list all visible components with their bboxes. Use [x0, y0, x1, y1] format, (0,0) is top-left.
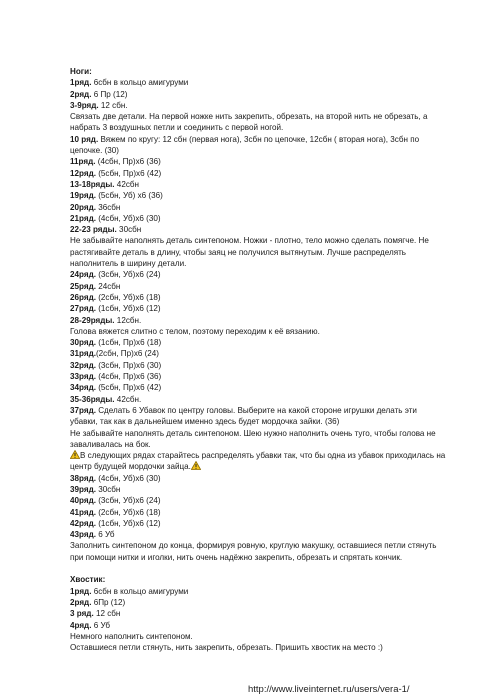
row-number: 42ряд.	[70, 518, 96, 528]
row-number: 13-18ряды.	[70, 179, 115, 189]
row-text: (4сбн, Пр)х6 (36)	[95, 372, 162, 382]
legs-heading: Ноги:	[70, 67, 92, 76]
row-text: при помощи нитки и иголки, нить очень надёжно закрепить, обрезать и спрятать кончик.	[70, 552, 403, 562]
row-text: центр будущей мордочки зайца.	[70, 462, 191, 472]
instruction-line	[70, 100, 470, 111]
row-number: 30ряд.	[70, 338, 96, 348]
row-text: (3сбн, Уб)х6 (24)	[95, 270, 161, 280]
instruction-line	[70, 428, 470, 439]
row-text: (4сбн, Пр)х6 (36)	[95, 157, 161, 167]
row-number: 21ряд.	[70, 213, 96, 223]
instruction-line	[70, 235, 470, 246]
instruction-line	[70, 642, 470, 653]
instruction-line	[70, 631, 470, 642]
row-number: 12ряд.	[70, 168, 96, 178]
row-number: 1ряд.	[70, 78, 92, 88]
row-number: 32ряд.	[70, 360, 96, 370]
warning-icon	[191, 461, 201, 470]
instruction-line	[70, 540, 470, 551]
row-number: 38ряд.	[70, 473, 96, 483]
row-number: 37ряд.	[70, 405, 96, 415]
row-text: набрать 3 воздушных петли и соединить с первой ногой.	[70, 123, 284, 133]
row-number: 41ряд.	[70, 507, 96, 517]
row-text: 12 сбн.	[98, 100, 128, 110]
row-text: Не забывайте наполнять деталь синтепоном. Шею нужно наполнить очень туго, чтобы голова не	[70, 428, 436, 438]
row-text: 12 сбн	[93, 609, 121, 619]
row-number: 27ряд.	[70, 304, 96, 314]
row-number: 43ряд.	[70, 530, 96, 540]
instruction-line	[70, 179, 470, 190]
instruction-line	[70, 495, 470, 506]
row-text: заваливалась на бок.	[70, 439, 151, 449]
instruction-line	[70, 134, 470, 145]
instruction-line	[70, 77, 470, 88]
row-number: 34ряд.	[70, 383, 96, 393]
instruction-line	[70, 168, 470, 179]
instruction-line	[70, 450, 470, 461]
row-number: 19ряд.	[70, 191, 96, 201]
row-number: 2ряд.	[70, 89, 92, 99]
row-number: 3-9ряд.	[70, 100, 99, 110]
row-number: 40ряд.	[70, 496, 96, 506]
row-number: 24ряд.	[70, 270, 96, 280]
row-text: 6Пр (12)	[91, 597, 126, 607]
row-number: 10 ряд.	[70, 134, 99, 144]
row-text: 30сбн	[116, 225, 142, 235]
tail-instructions	[70, 586, 470, 654]
footer-url[interactable]: http://www.liveinternet.ru/users/vera-1/	[248, 684, 410, 695]
instruction-line	[70, 213, 470, 224]
row-text: 6сбн в кольцо амигуруми	[91, 78, 189, 88]
legs-instructions	[70, 77, 470, 563]
instruction-line	[70, 122, 470, 133]
row-text: 6 Уб	[95, 530, 115, 540]
tail-heading: Хвостик:	[70, 575, 106, 585]
row-text: (3сбн, Пр)х6 (30)	[95, 360, 162, 370]
instruction-line	[70, 292, 470, 303]
row-text: Голова вяжется слитно с телом, поэтому переходим к её вязанию.	[70, 326, 320, 336]
row-text: 12сбн.	[114, 315, 142, 325]
row-text: 42сбн	[114, 179, 139, 189]
instruction-line	[70, 258, 470, 269]
instruction-line	[70, 190, 470, 201]
row-text: наполнитель в ширину детали.	[70, 259, 187, 269]
instruction-line	[70, 518, 470, 529]
row-text: растягивайте деталь в длину, чтобы заяц не получился вытянутым. Лучше распределять	[70, 247, 406, 257]
row-text: (2сбн, Уб)х6 (18)	[95, 507, 161, 517]
row-text: 6 Пр (12)	[91, 89, 128, 99]
instruction-line	[70, 507, 470, 518]
row-number: 31ряд.	[70, 349, 96, 359]
row-text: 36сбн	[95, 202, 121, 212]
row-text: (2сбн, Уб)х6 (18)	[95, 292, 161, 302]
instruction-line	[70, 145, 470, 156]
row-text: Сделать 6 Убавок по центру головы. Выберите на какой стороне игрушки делать эти	[95, 405, 417, 415]
instruction-line	[70, 315, 470, 326]
row-number: 28-29ряды.	[70, 315, 115, 325]
row-number: 25ряд.	[70, 281, 96, 291]
instruction-line	[70, 608, 470, 619]
instruction-line	[70, 416, 470, 427]
instruction-line	[70, 156, 470, 167]
instruction-line	[70, 484, 470, 495]
row-text: 42сбн.	[114, 394, 142, 404]
row-text: (1сбн, Уб)х6 (12)	[95, 304, 161, 314]
instruction-line	[70, 269, 470, 280]
row-text: Не забывайте наполнять деталь синтепоном. Ножки - плотно, тело можно сделать помягче. Не	[70, 236, 429, 246]
row-text: (3сбн, Уб)х6 (24)	[95, 496, 161, 506]
row-text: (1сбн, Уб)х6 (12)	[95, 518, 161, 528]
row-number: 26ряд.	[70, 292, 96, 302]
row-text: 30сбн	[95, 484, 121, 494]
row-text: Заполнить синтепоном до конца, формируя ровную, круглую макушку, оставшиеся петли стянуть	[70, 541, 437, 551]
instruction-line	[70, 405, 470, 416]
row-text: (5сбн, Пр)х6 (42)	[95, 168, 162, 178]
instruction-line	[70, 337, 470, 348]
row-number: 2ряд.	[70, 597, 92, 607]
row-text: 6сбн в кольцо амигуруми	[91, 586, 189, 596]
row-text: В следующих рядах старайтесь распределять убавки так, что бы одна из убавок приходилась на	[80, 451, 446, 461]
row-text: Вяжем по кругу: 12 сбн (первая нога), 3сбн по цепочке, 12сбн ( вторая нога), 3сбн по	[98, 134, 420, 144]
row-number: 11ряд.	[70, 157, 96, 167]
instruction-line	[70, 326, 470, 337]
instruction-line	[70, 348, 470, 359]
instruction-line	[70, 597, 470, 608]
instruction-line	[70, 89, 470, 100]
row-text: (4сбн, Уб)х6 (30)	[95, 473, 161, 483]
instruction-line	[70, 552, 470, 563]
instruction-line	[70, 360, 470, 371]
row-text: убавки, так как в дальнейшем именно здесь будет мордочка зайки. (36)	[70, 417, 340, 427]
instruction-line	[70, 394, 470, 405]
instruction-line	[70, 473, 470, 484]
row-number: 20ряд.	[70, 202, 96, 212]
instruction-line	[70, 439, 470, 450]
row-text: Связать две детали. На первой ножке нить закрепить, обрезать, на второй нить не обрезать, а	[70, 112, 428, 122]
instruction-line	[70, 371, 470, 382]
row-number: 35-36ряды.	[70, 394, 115, 404]
instruction-line	[70, 620, 470, 631]
row-number: 22-23 ряды.	[70, 225, 117, 235]
row-text: (1сбн, Пр)х6 (18)	[95, 338, 162, 348]
row-text: Оставшиеся петли стянуть, нить закрепить, обрезать. Пришить хвостик на место :)	[70, 643, 383, 653]
row-number: 1ряд.	[70, 586, 92, 596]
row-text: (4сбн, Уб)х6 (30)	[95, 213, 161, 223]
instruction-line	[70, 224, 470, 235]
warning-icon	[70, 450, 80, 459]
row-text: Немного наполнить синтепоном.	[70, 631, 193, 641]
row-text: цепочке. (30)	[70, 146, 119, 156]
instruction-line	[70, 247, 470, 258]
instruction-line	[70, 586, 470, 597]
row-number: 39ряд.	[70, 484, 96, 494]
instruction-line	[70, 461, 470, 472]
row-text: (2сбн, Пр)х6 (24)	[95, 349, 160, 359]
instruction-line	[70, 202, 470, 213]
instruction-line	[70, 529, 470, 540]
row-text: 6 Уб	[91, 620, 111, 630]
instruction-line	[70, 281, 470, 292]
row-number: 4ряд.	[70, 620, 92, 630]
row-number: 33ряд.	[70, 372, 96, 382]
row-text: 24сбн	[95, 281, 121, 291]
row-text: (5сбн, Уб) х6 (36)	[95, 191, 163, 201]
pattern-text	[70, 66, 470, 653]
instruction-line	[70, 303, 470, 314]
row-number: 3 ряд.	[70, 609, 94, 619]
instruction-line	[70, 382, 470, 393]
instruction-line	[70, 111, 470, 122]
section-spacer	[70, 563, 470, 574]
row-text: (5сбн, Пр)х6 (42)	[95, 383, 162, 393]
